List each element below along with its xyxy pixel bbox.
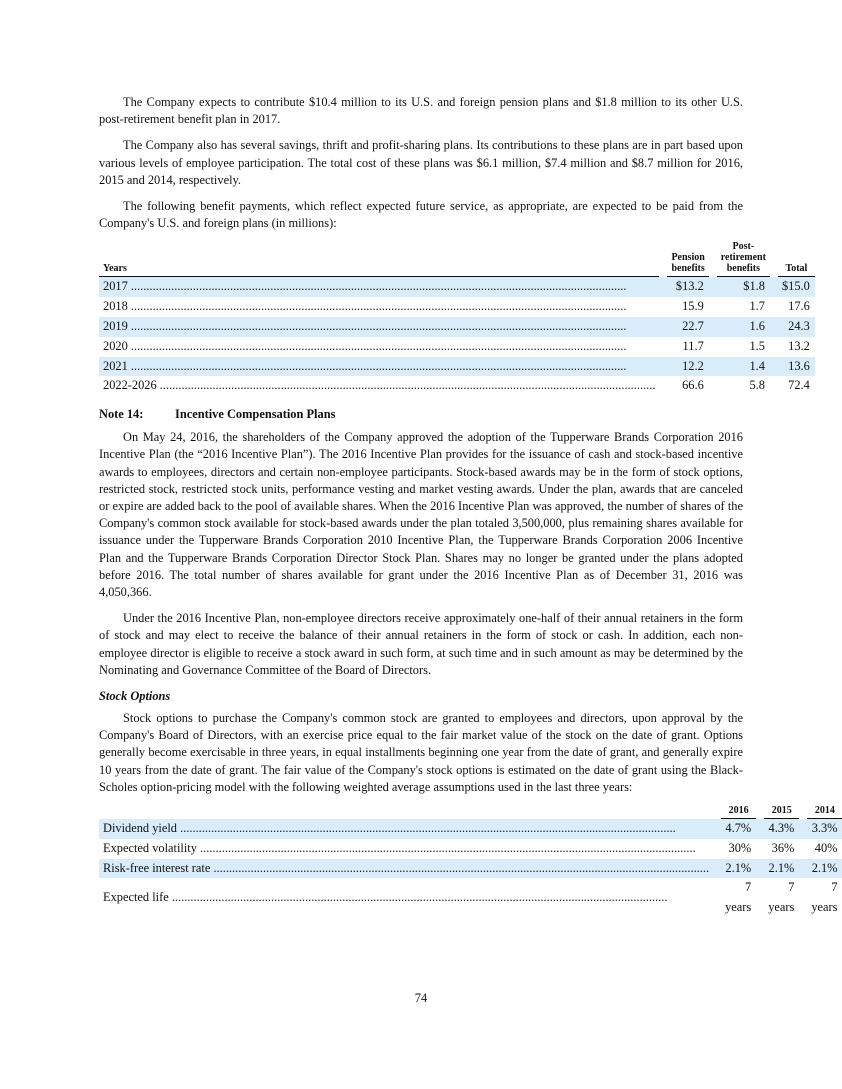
cell-pension: 11.7 [682, 338, 704, 353]
cell-post-retirement: 1.6 [717, 317, 770, 337]
table-row [99, 357, 815, 377]
cell-post-retirement: 1.5 [749, 338, 765, 353]
col-header-pension [667, 241, 708, 277]
table-row [99, 297, 815, 317]
col-header-2014: 2014 [807, 805, 842, 819]
cell-2016: 30% [728, 840, 752, 855]
paragraph-pension-contribution: The Company expects to contribute $10.4 million to its U.S. and foreign pension plans and $1.8 million to its other U.S. post-retirement benefit plan in 2017. [99, 95, 743, 127]
col-header-total: Total [778, 241, 815, 277]
cell-post-retirement: 5.8 [749, 378, 765, 393]
col-header-post-line3: benefits [726, 263, 761, 275]
page-number: 74 [414, 991, 428, 1005]
paragraph-benefit-payments-intro: The following benefit payments, which reflect expected future service, as appropriate, are expected to be paid from the Company's U.S. and foreign plans (in millions): [99, 199, 743, 231]
cell-total: $15.0 [778, 277, 815, 297]
paragraph-incentive-plan: On May 24, 2016, the shareholders of the Company approved the adoption of the Tupperware Brands Corporation 2016 Incentive Plan (the “2016 Incentive Plan”). The 2016 Incentive Plan provides for the issuance of cash and stock-based incentive awards to employees, directors and certain non-employee participants. Stock-based awards may be in the form of stock options, restricted stock, restricted stock units, performance vesting and market vesting awards. Under the plan, awards that are canceled or expire are added back to the pool of available shares. When the 2016 Incentive Plan was approved, the number of shares of the Company's common stock available for stock-based awards under the plan totaled 3,500,000, plus remaining shares available for issuance under the Tupperware Brands Corporation 2010 Incentive Plan, the Tupperware Brands Corporation 2006 Incentive Plan and the Tupperware Brands Corporation Director Stock Plan. Shares may no longer be granted under the plans adopted before 2016. The total number of shares available for grant under the 2016 Incentive Plan as of December 31, 2016 was 4,050,366. [99, 430, 743, 600]
row-label: Expected life ..... [103, 890, 667, 904]
table-row [99, 337, 815, 357]
cell-post-retirement: $1.8 [717, 277, 770, 297]
table-row [99, 819, 842, 839]
cell-pension: 15.9 [682, 299, 704, 314]
note-number: Note 14: [99, 407, 144, 422]
paragraph-stock-options: Stock options to purchase the Company's common stock are granted to employees and directors, upon approval by the Company's Board of Directors, with an exercise price equal to the fair market value of the stock on the date of grant. Options generally become exercisable in three years, in equal installments beginning one year from the date of grant, and generally expire 10 years from the date of grant. The fair value of the Company's stock options is estimated on the date of grant using the Black-Scholes option-pricing model with the following weighted average assumptions used in the last three years: [99, 711, 743, 794]
benefit-payments-table [99, 241, 815, 396]
table-row [99, 878, 842, 918]
cell-pension: 66.6 [682, 378, 704, 393]
document-page [99, 94, 838, 918]
option-assumptions-table [99, 805, 842, 918]
cell-2016: 2.1% [721, 859, 756, 879]
table-row [99, 859, 842, 879]
cell-2016: 7 years [725, 880, 752, 915]
row-label: Expected volatility ..... [103, 841, 696, 855]
col-header-2015: 2015 [764, 805, 799, 819]
cell-2014: 2.1% [807, 859, 842, 879]
col-header-pension-line1: Pension [671, 252, 705, 264]
table-row [99, 376, 815, 396]
paragraph-savings-plans: The Company also has several savings, thrift and profit-sharing plans. Its contributions to these plans are in part based upon various levels of employee participation. The total cost of these plans was $6.1 million, $7.4 million and $8.7 million for 2016, 2015 and 2014, respectively. [99, 138, 743, 187]
cell-post-retirement: 1.7 [749, 299, 765, 314]
cell-pension: 12.2 [667, 357, 708, 377]
cell-total: 17.6 [788, 299, 810, 314]
cell-post-retirement: 1.4 [717, 357, 770, 377]
col-header-pension-line2: benefits [671, 263, 705, 275]
cell-total: 24.3 [778, 317, 815, 337]
cell-2015: 4.3% [764, 819, 799, 839]
cell-total: 72.4 [788, 378, 810, 393]
cell-total: 13.6 [778, 357, 815, 377]
cell-2014: 7 years [811, 880, 838, 915]
table-row [99, 277, 815, 297]
cell-2016: 4.7% [721, 819, 756, 839]
row-label: 2022-2026 ..... [103, 378, 655, 392]
cell-2015: 7 years [768, 880, 795, 915]
row-label: 2019 ..... [103, 319, 627, 333]
stock-options-heading: Stock Options [99, 689, 171, 704]
cell-2015: 36% [771, 840, 795, 855]
row-label: 2021 ..... [103, 359, 627, 373]
row-label: 2017 ..... [103, 279, 627, 293]
col-header-post-line1: Post- [732, 241, 755, 253]
col-header-years: Years [99, 241, 659, 277]
col-header-2016: 2016 [721, 805, 756, 819]
row-label: Risk-free interest rate ..... [103, 861, 709, 875]
row-label: 2020 ..... [103, 339, 627, 353]
table-row [99, 317, 815, 337]
row-label: Dividend yield ..... [103, 821, 676, 835]
paragraph-non-employee-directors: Under the 2016 Incentive Plan, non-employee directors receive approximately one-half of their annual retainers in the form of stock and may elect to receive the balance of their annual retainers in the form of stock or cash. In addition, each non-employee director is eligible to receive a stock award in such form, at such time and in such amount as may be determined by the Nominating and Governance Committee of the Board of Directors. [99, 611, 743, 677]
table-row [99, 839, 842, 859]
cell-2015: 2.1% [764, 859, 799, 879]
row-label: 2018 ..... [103, 299, 627, 313]
col-header-post-line2: retirement [720, 252, 766, 264]
cell-2014: 40% [814, 840, 838, 855]
note-title: Incentive Compensation Plans [175, 407, 336, 422]
cell-2014: 3.3% [807, 819, 842, 839]
cell-pension: 22.7 [667, 317, 708, 337]
col-header-post-retirement [717, 241, 770, 277]
cell-total: 13.2 [788, 338, 810, 353]
note-14-heading [99, 406, 743, 422]
cell-pension: $13.2 [667, 277, 708, 297]
